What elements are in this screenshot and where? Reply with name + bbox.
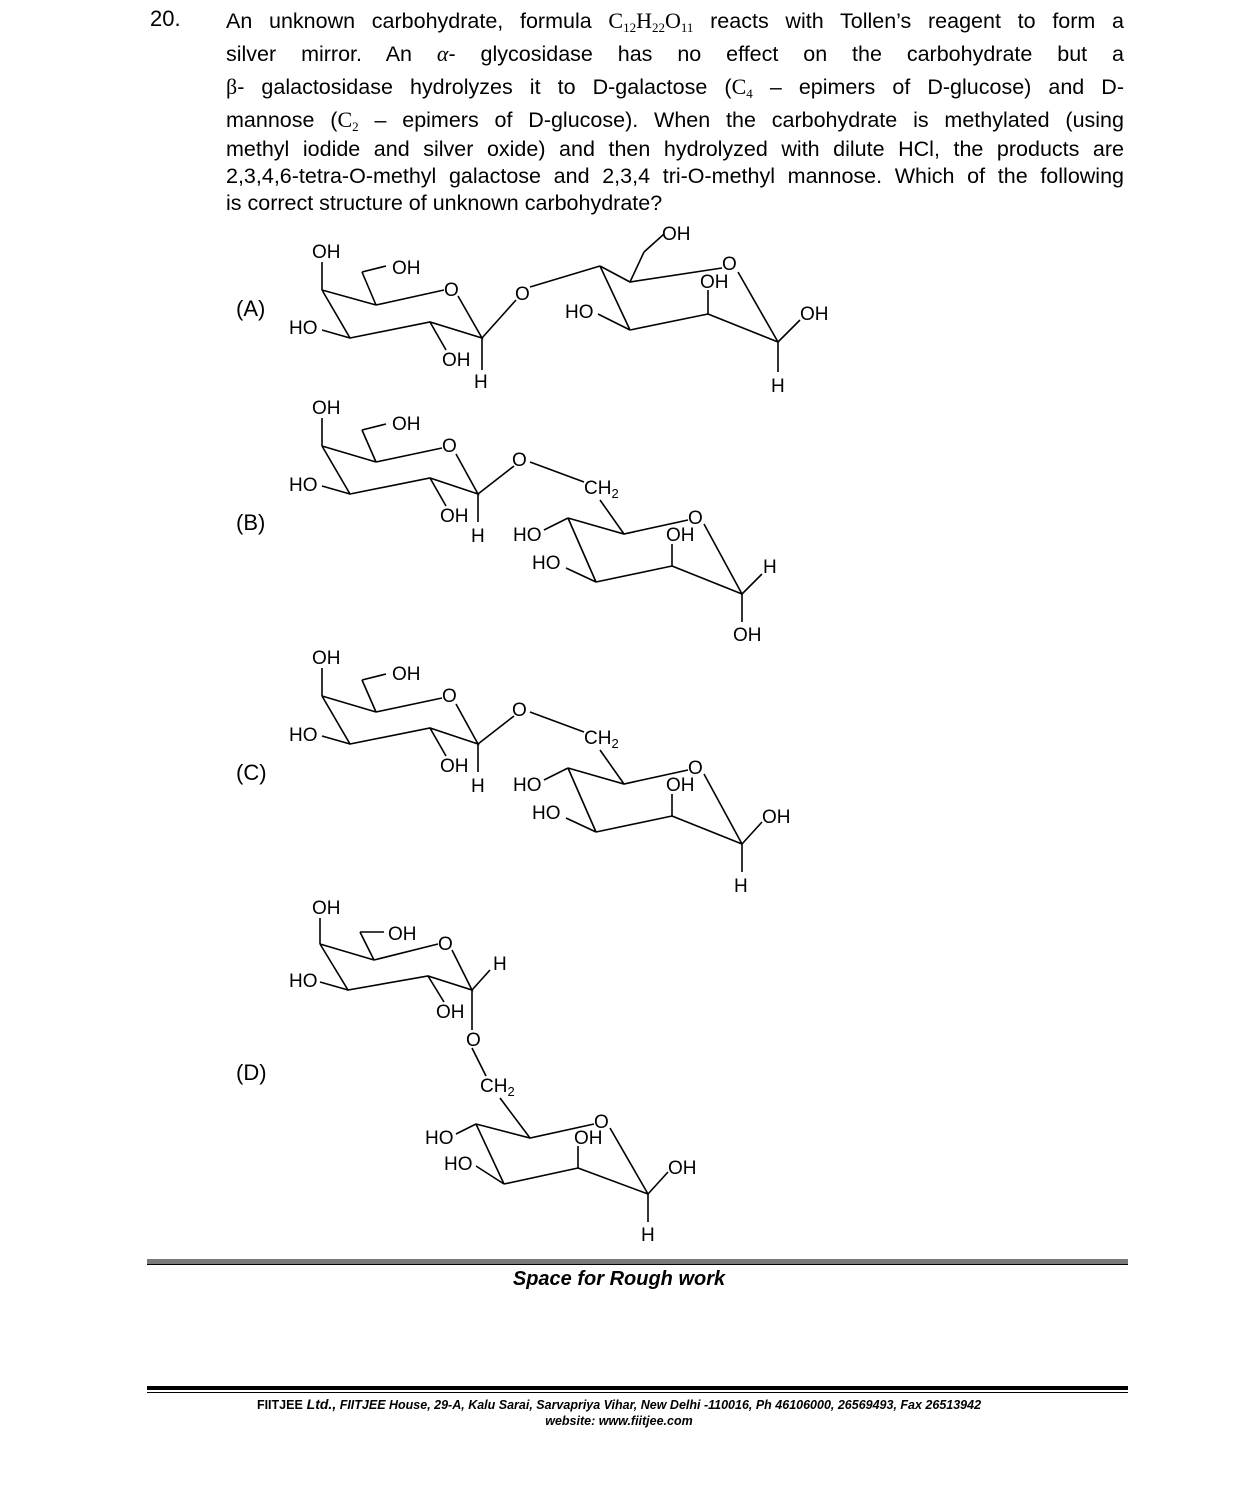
ch2-sub: 2 (507, 1084, 515, 1099)
atom-ho: HO (565, 302, 594, 323)
bond (530, 462, 584, 482)
c4-symbol: C (731, 74, 747, 99)
atom-oh: OH (436, 1002, 465, 1023)
page-footer (0, 1396, 1238, 1429)
bond (648, 1172, 668, 1194)
bond (742, 574, 762, 594)
bond (504, 1168, 578, 1184)
question-number: 20. (150, 6, 181, 31)
ring-oxygen: O (688, 758, 703, 779)
atom-ho: HO (532, 803, 561, 824)
atom-h: H (493, 954, 507, 975)
atom-oh: OH (762, 807, 791, 828)
bond (568, 768, 596, 832)
atom-ho: HO (444, 1154, 473, 1175)
bond (362, 424, 386, 430)
atom-oh: OH (440, 506, 469, 527)
atom-oh: OH (668, 1158, 697, 1179)
bond (630, 252, 644, 282)
atom-oh: OH (392, 414, 421, 435)
alpha-symbol: α (436, 41, 449, 66)
bond (478, 716, 514, 744)
text-fragment: – epimers of D-glucose) and D- (752, 75, 1124, 99)
atom-ho: HO (289, 725, 318, 746)
beta-symbol: β (226, 74, 238, 99)
ch-text: CH (584, 728, 612, 749)
atom-ho: HO (289, 318, 318, 339)
bond (362, 430, 376, 462)
footer-divider (147, 1386, 1128, 1390)
option-b-label: (B) (236, 510, 266, 535)
bond (578, 1168, 648, 1194)
text-fragment: reacts with Tollen’s reagent to form a (693, 9, 1124, 33)
question-line-7: is correct structure of unknown carbohydrate? (226, 191, 663, 215)
formula-o: O (665, 8, 681, 33)
question-line-6: 2,3,4,6-tetra-O-methyl galactose and 2,3,4 tri-O-methyl mannose. Which of the following (226, 164, 1124, 188)
structure-d (289, 898, 697, 1246)
atom-oh: OH (700, 272, 729, 293)
bond (704, 524, 742, 594)
bond (530, 712, 584, 732)
formula-h-sub: 22 (652, 20, 665, 35)
atom-oh: OH (312, 242, 341, 263)
option-d-label: (D) (236, 1060, 267, 1085)
bond (544, 768, 568, 780)
ch-text: CH (584, 478, 612, 499)
atom-ho: HO (513, 525, 542, 546)
atom-oh: OH (733, 625, 762, 646)
bond (530, 266, 600, 287)
atom-h: H (471, 526, 485, 547)
bond (672, 566, 742, 594)
bond (456, 1124, 476, 1134)
atom-h: H (734, 876, 748, 897)
bond (738, 272, 778, 342)
bond (644, 234, 664, 252)
ring-oxygen: O (444, 280, 459, 301)
atom-oh: OH (666, 775, 695, 796)
bond (374, 944, 438, 960)
bond (568, 518, 596, 582)
bond (376, 290, 444, 305)
atom-oh: OH (662, 224, 691, 245)
atom-ho: HO (289, 971, 318, 992)
structure-b (289, 398, 777, 646)
bond (598, 314, 630, 330)
ring-oxygen: O (442, 686, 457, 707)
bond (362, 266, 386, 272)
bond (742, 822, 762, 844)
formula-c-sub: 12 (623, 20, 637, 35)
formula-c: C (608, 8, 624, 33)
bond (376, 698, 442, 712)
atom-ho: HO (532, 553, 561, 574)
bond (704, 774, 742, 844)
footer-address-line (0, 1396, 1238, 1413)
atom-oh: OH (440, 756, 469, 777)
text-fragment: – epimers of D-glucose). When the carbohydrate is methylated (using (358, 108, 1124, 132)
atom-h: H (471, 776, 485, 797)
c2-sub: 2 (352, 119, 359, 134)
bond (778, 320, 800, 342)
bond (482, 300, 516, 338)
bond (672, 816, 742, 844)
bond (472, 970, 490, 990)
bond (596, 816, 672, 832)
formula-h: H (636, 8, 652, 33)
ch2-sub: 2 (611, 486, 619, 501)
bond (596, 566, 672, 582)
rough-work-divider (147, 1259, 1128, 1265)
bond (362, 272, 376, 305)
atom-oh: OH (666, 525, 695, 546)
atom-ho: HO (289, 475, 318, 496)
bond (610, 1128, 648, 1194)
ring-oxygen: O (438, 934, 453, 955)
ch2-sub: 2 (611, 736, 619, 751)
atom-h: H (641, 1225, 655, 1246)
bond (362, 674, 386, 680)
bond (630, 314, 708, 330)
text-fragment: An unknown carbohydrate, formula (226, 9, 609, 33)
text-fragment: mannose ( (226, 108, 338, 132)
bond (708, 314, 778, 342)
text-fragment: - glycosidase has no effect on the carbohydrate but a (448, 42, 1124, 66)
footer-ltd: Ltd., (302, 1396, 337, 1412)
text-fragment: - galactosidase hydrolyzes it to D-galactose ( (237, 75, 732, 99)
glycosidic-oxygen: O (515, 284, 530, 305)
atom-ho: HO (513, 775, 542, 796)
option-a-label: (A) (236, 296, 266, 321)
footer-divider-thin (147, 1392, 1128, 1393)
ring-oxygen: O (688, 508, 703, 529)
c2-symbol: C (337, 107, 353, 132)
footer-brand: FIITJEE (256, 1398, 303, 1412)
bond (478, 466, 514, 494)
atom-oh: OH (312, 898, 341, 919)
bond (362, 680, 376, 712)
atom-oh: OH (392, 258, 421, 279)
rough-work-label: Space for Rough work (512, 1268, 726, 1290)
option-c-label: (C) (236, 760, 267, 785)
atom-oh: OH (388, 924, 417, 945)
text-fragment: silver mirror. An (226, 42, 437, 66)
ch2-group (584, 728, 619, 751)
ch2-group (584, 478, 619, 501)
bond (544, 518, 568, 530)
atom-oh: OH (574, 1128, 603, 1149)
atom-h: H (771, 376, 785, 397)
structure-a (289, 224, 829, 397)
glycosidic-oxygen: O (466, 1030, 481, 1051)
atom-h: H (763, 557, 777, 578)
bond (600, 266, 630, 330)
ring-oxygen: O (442, 436, 457, 457)
atom-oh: OH (312, 398, 341, 419)
footer-address: FIITJEE House, 29-A, Kalu Sarai, Sarvapriya Vihar, New Delhi -110016, Ph 46106000, 26569493, Fax 26513942 (336, 1398, 982, 1412)
ring-oxygen: O (594, 1112, 609, 1133)
atom-ho: HO (425, 1128, 454, 1149)
bond (472, 1048, 486, 1076)
glycosidic-oxygen: O (512, 450, 527, 471)
atom-oh: OH (312, 648, 341, 669)
c4-sub: 4 (746, 86, 753, 101)
atom-oh: OH (392, 664, 421, 685)
atom-h: H (474, 372, 488, 393)
ch2-group (480, 1076, 515, 1099)
atom-oh: OH (800, 304, 829, 325)
bond (376, 448, 442, 462)
formula-o-sub: 11 (680, 20, 694, 35)
ring-oxygen: O (722, 254, 737, 275)
glycosidic-oxygen: O (512, 700, 527, 721)
ch-text: CH (480, 1076, 508, 1097)
question-line-5: methyl iodide and silver oxide) and then hydrolyzed with dilute HCl, the products are (226, 137, 1124, 161)
structure-c (289, 648, 791, 897)
atom-oh: OH (442, 350, 471, 371)
footer-website: website: www.fiitjee.com (545, 1414, 693, 1428)
